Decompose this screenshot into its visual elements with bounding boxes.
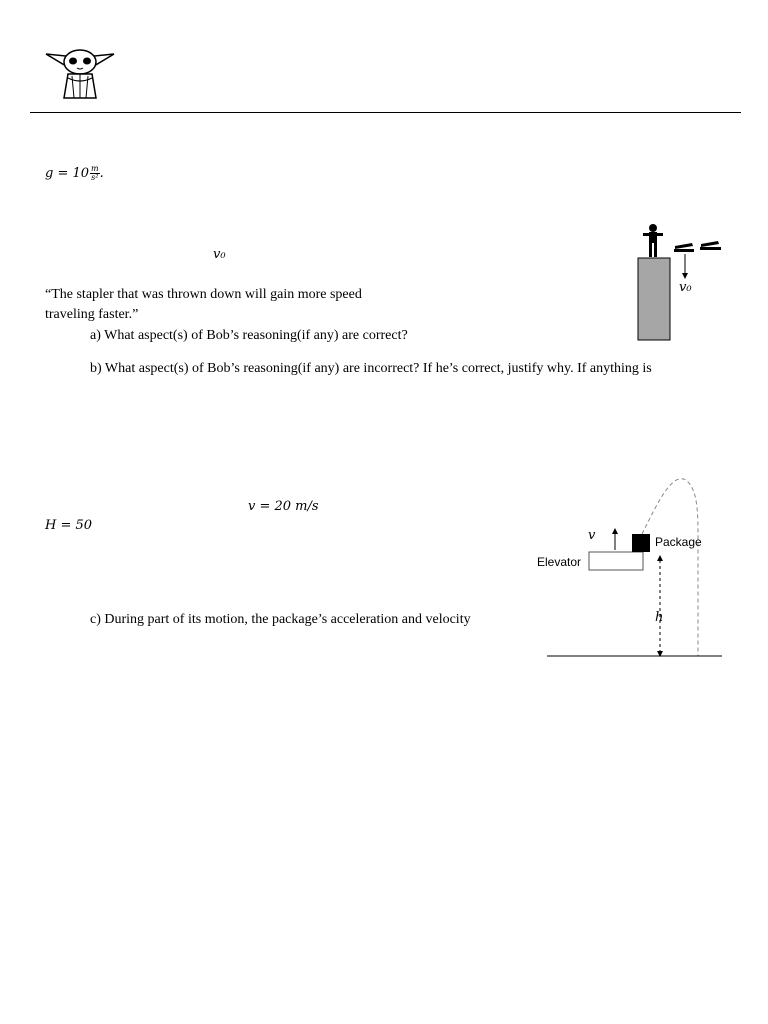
person-icon	[643, 224, 663, 257]
gravity-unit-denominator: s²	[91, 173, 99, 182]
problem1-v0-label: v₀	[213, 247, 226, 262]
tower-block	[638, 258, 670, 340]
figure1-v0-label: v₀	[679, 280, 692, 295]
problem2-height-eq: H = 50	[45, 518, 93, 533]
baby-yoda-logo-icon	[44, 44, 116, 100]
package-trajectory	[642, 479, 698, 656]
figure2-v-label: v	[588, 528, 596, 543]
header-divider	[30, 112, 741, 113]
stapler-icon	[674, 243, 694, 252]
problem1-part-a: a) What aspect(s) of Bob’s reasoning(if any) are correct?	[90, 328, 408, 343]
package-box	[632, 534, 650, 552]
problem1-quote-line2: traveling faster.”	[45, 307, 139, 322]
figure2-elevator-label: Elevator	[537, 555, 582, 569]
gravity-unit-numerator: m	[91, 164, 99, 173]
problem1-quote-line1: “The stapler that was thrown down will gain more speed	[45, 287, 362, 302]
gravity-prefix: g = 10	[45, 166, 90, 181]
figure2-package-label: Package	[655, 535, 702, 549]
gravity-suffix: .	[99, 166, 104, 181]
figure2-h-label: h	[655, 610, 664, 625]
problem1-part-b: b) What aspect(s) of Bob’s reasoning(if any) are incorrect? If he’s correct, justify why. If anything is	[90, 361, 652, 376]
stapler-icon	[700, 241, 721, 250]
elevator-platform	[589, 552, 643, 570]
problem2-velocity-eq: v = 20 m/s	[248, 499, 319, 514]
problem2-part-c: c) During part of its motion, the package’s acceleration and velocity	[90, 612, 471, 627]
gravity-constant	[45, 165, 104, 182]
gravity-unit-fraction	[90, 165, 100, 182]
